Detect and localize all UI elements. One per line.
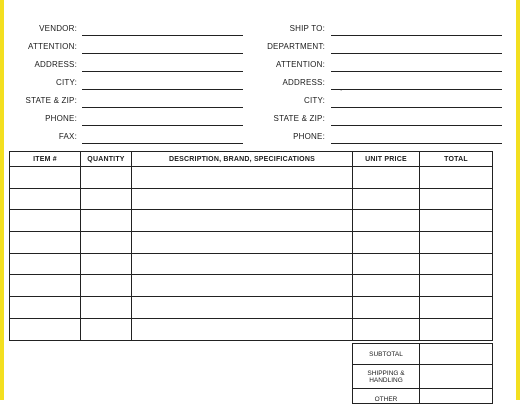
unit-price-cell[interactable] xyxy=(353,318,420,340)
vendor-attention-field[interactable] xyxy=(82,53,243,54)
unit-price-cell[interactable] xyxy=(353,275,420,297)
table-row xyxy=(10,318,493,340)
total-cell[interactable] xyxy=(420,232,493,254)
ship-address-field[interactable] xyxy=(331,89,502,90)
description-cell[interactable] xyxy=(132,167,353,189)
ship-address-label: ADDRESS: xyxy=(282,78,325,87)
subtotal-value[interactable] xyxy=(420,344,493,365)
vendor-address-label: ADDRESS: xyxy=(34,60,77,69)
description-cell[interactable] xyxy=(132,275,353,297)
total-cell[interactable] xyxy=(420,318,493,340)
ship-attention-label: ATTENTION: xyxy=(276,60,325,69)
other-label: OTHER xyxy=(353,389,420,404)
vendor-state-zip-field[interactable] xyxy=(82,107,243,108)
quantity-cell[interactable] xyxy=(81,318,132,340)
vendor-field[interactable] xyxy=(82,35,243,36)
item-number-cell[interactable] xyxy=(10,232,81,254)
item-number-cell[interactable] xyxy=(10,167,81,189)
other-row xyxy=(353,389,493,404)
ship-attention-field[interactable] xyxy=(331,71,502,72)
table-row xyxy=(10,210,493,232)
vendor-fax-label: FAX: xyxy=(58,132,77,141)
header-item-number: ITEM # xyxy=(10,152,81,167)
unit-price-cell[interactable] xyxy=(353,253,420,275)
header-quantity: QUANTITY xyxy=(81,152,132,167)
table-row xyxy=(10,167,493,189)
table-row xyxy=(10,188,493,210)
ship-state-zip-field[interactable] xyxy=(331,125,502,126)
items-table xyxy=(9,151,493,341)
shipping-label-line1: SHIPPING & xyxy=(367,369,405,377)
header-description: DESCRIPTION, BRAND, SPECIFICATIONS xyxy=(132,152,353,167)
subtotal-row xyxy=(353,344,493,365)
item-number-cell[interactable] xyxy=(10,210,81,232)
vendor-address-field[interactable] xyxy=(82,71,243,72)
description-cell[interactable] xyxy=(132,297,353,319)
ship-phone-label: PHONE: xyxy=(293,132,325,141)
item-number-cell[interactable] xyxy=(10,253,81,275)
ship-to-field[interactable] xyxy=(331,35,502,36)
vendor-attention-label: ATTENTION: xyxy=(28,42,77,51)
unit-price-cell[interactable] xyxy=(353,232,420,254)
yellow-frame-right xyxy=(516,0,520,400)
quantity-cell[interactable] xyxy=(81,167,132,189)
unit-price-cell[interactable] xyxy=(353,167,420,189)
ship-state-zip-label: STATE & ZIP: xyxy=(273,114,325,123)
table-row xyxy=(10,297,493,319)
quantity-cell[interactable] xyxy=(81,297,132,319)
total-cell[interactable] xyxy=(420,188,493,210)
subtotal-label: SUBTOTAL xyxy=(353,344,420,365)
description-cell[interactable] xyxy=(132,232,353,254)
description-cell[interactable] xyxy=(132,188,353,210)
table-row xyxy=(10,253,493,275)
ship-phone-field[interactable] xyxy=(331,143,502,144)
item-number-cell[interactable] xyxy=(10,275,81,297)
shipping-value[interactable] xyxy=(420,365,493,389)
description-cell[interactable] xyxy=(132,318,353,340)
vendor-state-zip-label: STATE & ZIP: xyxy=(25,96,77,105)
quantity-cell[interactable] xyxy=(81,188,132,210)
quantity-cell[interactable] xyxy=(81,232,132,254)
items-table-header xyxy=(10,152,493,167)
description-cell[interactable] xyxy=(132,253,353,275)
header-unit-price: UNIT PRICE xyxy=(353,152,420,167)
stray-mark: . xyxy=(340,84,343,93)
totals-block xyxy=(352,343,493,404)
unit-price-cell[interactable] xyxy=(353,297,420,319)
ship-city-field[interactable] xyxy=(331,107,502,108)
quantity-cell[interactable] xyxy=(81,210,132,232)
department-label: DEPARTMENT: xyxy=(267,42,325,51)
total-cell[interactable] xyxy=(420,253,493,275)
unit-price-cell[interactable] xyxy=(353,188,420,210)
item-number-cell[interactable] xyxy=(10,318,81,340)
vendor-label: VENDOR: xyxy=(39,24,77,33)
department-field[interactable] xyxy=(331,53,502,54)
total-cell[interactable] xyxy=(420,167,493,189)
shipping-label-line2: HANDLING xyxy=(369,376,403,384)
ship-to-label: SHIP TO: xyxy=(289,24,325,33)
vendor-phone-field[interactable] xyxy=(82,125,243,126)
total-cell[interactable] xyxy=(420,297,493,319)
shipping-label xyxy=(353,365,420,389)
vendor-fax-field[interactable] xyxy=(82,143,243,144)
total-cell[interactable] xyxy=(420,275,493,297)
vendor-city-label: CITY: xyxy=(55,78,77,87)
vendor-phone-label: PHONE: xyxy=(45,114,77,123)
description-cell[interactable] xyxy=(132,210,353,232)
quantity-cell[interactable] xyxy=(81,275,132,297)
header-total: TOTAL xyxy=(420,152,493,167)
other-value[interactable] xyxy=(420,389,493,404)
ship-city-label: CITY: xyxy=(303,96,325,105)
unit-price-cell[interactable] xyxy=(353,210,420,232)
vendor-city-field[interactable] xyxy=(82,89,243,90)
item-number-cell[interactable] xyxy=(10,297,81,319)
shipping-row xyxy=(353,365,493,389)
table-row xyxy=(10,275,493,297)
item-number-cell[interactable] xyxy=(10,188,81,210)
total-cell[interactable] xyxy=(420,210,493,232)
table-row xyxy=(10,232,493,254)
quantity-cell[interactable] xyxy=(81,253,132,275)
